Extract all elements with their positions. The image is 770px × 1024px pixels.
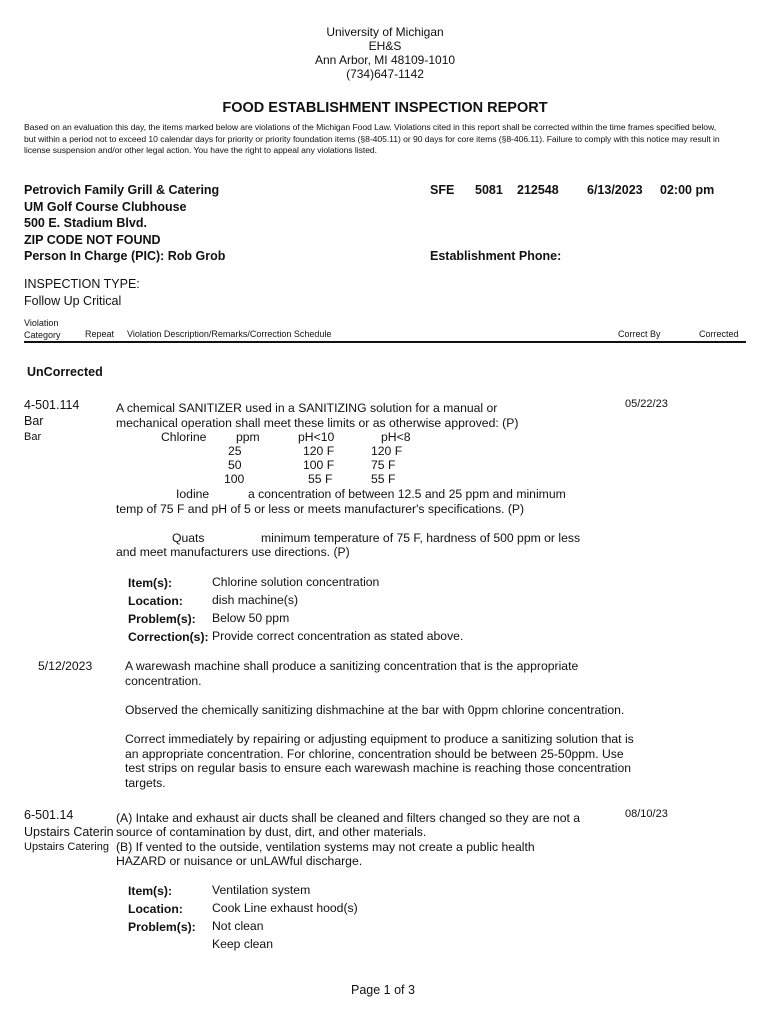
col-correct-by: Correct By bbox=[618, 329, 661, 339]
violation-area: Bar bbox=[24, 414, 44, 428]
detail-label: Location: bbox=[128, 902, 183, 916]
violation-correct-by: 05/22/23 bbox=[625, 398, 668, 410]
table-cell: 25 bbox=[228, 444, 242, 458]
violation-text-line: (B) If vented to the outside, ventilation systems may not create a public health bbox=[116, 840, 535, 854]
person-in-charge: Person In Charge (PIC): Rob Grob bbox=[24, 249, 226, 263]
detail-value: Cook Line exhaust hood(s) bbox=[212, 901, 358, 915]
correction-text: an appropriate concentration. For chlorine, concentration should be between 25-50ppm. Use bbox=[125, 747, 624, 761]
col-category: Category bbox=[24, 330, 61, 340]
violation-text-line: HAZARD or nuisance or unLAWful discharge. bbox=[116, 854, 363, 868]
establishment-location: UM Golf Course Clubhouse bbox=[24, 200, 187, 214]
detail-label: Problem(s): bbox=[128, 612, 196, 626]
table-cell: 120 F bbox=[371, 444, 403, 458]
iodine-text: a concentration of between 12.5 and 25 ppm and minimum bbox=[248, 487, 566, 501]
org-name: University of Michigan bbox=[326, 25, 444, 39]
detail-label: Correction(s): bbox=[128, 630, 209, 644]
col-corrected: Corrected bbox=[699, 329, 739, 339]
violation-correct-by: 08/10/23 bbox=[625, 808, 668, 820]
report-title: FOOD ESTABLISHMENT INSPECTION REPORT bbox=[222, 100, 548, 116]
detail-label: Item(s): bbox=[128, 576, 173, 590]
preamble-text: Based on an evaluation this day, the items marked below are violations of the Michigan Food Law. Violations cited in this report shall be corrected within the time frames specified below, but within a period not to exceed 10 calendar days for priority or priority foundation items (§8-405.11) or 90 days for core items (§8-406.11). Failure to comply with this notice may result in license suspension and/or other legal action. You have the right to appeal any violations listed. bbox=[24, 122, 720, 155]
table-cell: Chlorine bbox=[161, 430, 207, 444]
inspection-type-label: INSPECTION TYPE: bbox=[24, 277, 140, 291]
table-cell: 120 F bbox=[303, 444, 335, 458]
establishment-name: Petrovich Family Grill & Catering bbox=[24, 183, 220, 197]
history-text: A warewash machine shall produce a sanitizing concentration that is the appropriate bbox=[125, 659, 579, 673]
col-description: Violation Description/Remarks/Correction Schedule bbox=[127, 329, 332, 339]
table-cell: 50 bbox=[228, 458, 242, 472]
correction-text: targets. bbox=[125, 776, 166, 790]
detail-value: Below 50 ppm bbox=[212, 611, 290, 625]
detail-label: Item(s): bbox=[128, 884, 173, 898]
detail-value: Chlorine solution concentration bbox=[212, 575, 380, 589]
iodine-label: Iodine bbox=[176, 487, 210, 501]
table-cell: ppm bbox=[236, 430, 260, 444]
detail-value: Not clean bbox=[212, 919, 264, 933]
correction-text: test strips on regular basis to ensure each warewash machine is reaching those concentration bbox=[125, 761, 632, 775]
quats-text: minimum temperature of 75 F, hardness of 500 ppm or less bbox=[261, 531, 581, 545]
violation-text-line: source of contamination by dust, dirt, and other materials. bbox=[116, 825, 427, 839]
table-cell: pH<10 bbox=[298, 430, 335, 444]
establishment-phone-label: Establishment Phone: bbox=[430, 249, 562, 263]
detail-value: Keep clean bbox=[212, 937, 273, 951]
violation-code: 6-501.14 bbox=[24, 808, 74, 822]
inspection-type-value: Follow Up Critical bbox=[24, 294, 122, 308]
observed-text: Observed the chemically sanitizing dishmachine at the bar with 0ppm chlorine concentration. bbox=[125, 703, 625, 717]
detail-value: Ventilation system bbox=[212, 883, 311, 897]
inspection-date: 6/13/2023 bbox=[587, 183, 643, 197]
col-violation: Violation bbox=[24, 318, 59, 328]
violation-category: Upstairs Catering bbox=[24, 841, 109, 853]
violation-text-line: A chemical SANITIZER used in a SANITIZING solution for a manual or bbox=[116, 401, 498, 415]
history-date: 5/12/2023 bbox=[38, 659, 93, 673]
violation-text-line: mechanical operation shall meet these limits or as otherwise approved: (P) bbox=[116, 416, 519, 430]
dept-name: EH&S bbox=[368, 39, 402, 53]
section-uncorrected: UnCorrected bbox=[27, 365, 103, 379]
establishment-street: 500 E. Stadium Blvd. bbox=[24, 216, 147, 230]
detail-label: Location: bbox=[128, 594, 183, 608]
violation-category: Bar bbox=[24, 431, 42, 443]
detail-value: Provide correct concentration as stated above. bbox=[212, 629, 464, 643]
org-phone: (734)647-1142 bbox=[346, 67, 424, 81]
table-cell: 100 F bbox=[303, 458, 335, 472]
detail-label: Problem(s): bbox=[128, 920, 196, 934]
correction-text: Correct immediately by repairing or adjusting equipment to produce a sanitizing solution that is bbox=[125, 732, 634, 746]
establishment-zip: ZIP CODE NOT FOUND bbox=[24, 233, 161, 247]
table-cell: 55 F bbox=[308, 472, 333, 486]
table-cell: 100 bbox=[224, 472, 245, 486]
violation-area: Upstairs Caterin bbox=[24, 825, 114, 839]
iodine-continued: temp of 75 F and pH of 5 or less or meets manufacturer's specifications. (P) bbox=[116, 502, 525, 516]
detail-value: dish machine(s) bbox=[212, 593, 299, 607]
sfe-label: SFE bbox=[430, 183, 455, 197]
page-number: Page 1 of 3 bbox=[351, 983, 415, 997]
quats-continued: and meet manufacturers use directions. (P) bbox=[116, 545, 350, 559]
violation-text-line: (A) Intake and exhaust air ducts shall be cleaned and filters changed so they are not a bbox=[116, 811, 581, 825]
header-rule bbox=[24, 341, 746, 343]
establishment-code: 5081 bbox=[475, 183, 503, 197]
inspection-time: 02:00 pm bbox=[660, 183, 715, 197]
report-number: 212548 bbox=[517, 183, 559, 197]
table-cell: 55 F bbox=[371, 472, 396, 486]
quats-label: Quats bbox=[172, 531, 205, 545]
org-address: Ann Arbor, MI 48109-1010 bbox=[314, 53, 456, 67]
table-cell: pH<8 bbox=[381, 430, 411, 444]
col-repeat: Repeat bbox=[85, 329, 115, 339]
violation-code: 4-501.114 bbox=[24, 398, 80, 412]
table-cell: 75 F bbox=[371, 458, 396, 472]
history-text: concentration. bbox=[125, 674, 202, 688]
